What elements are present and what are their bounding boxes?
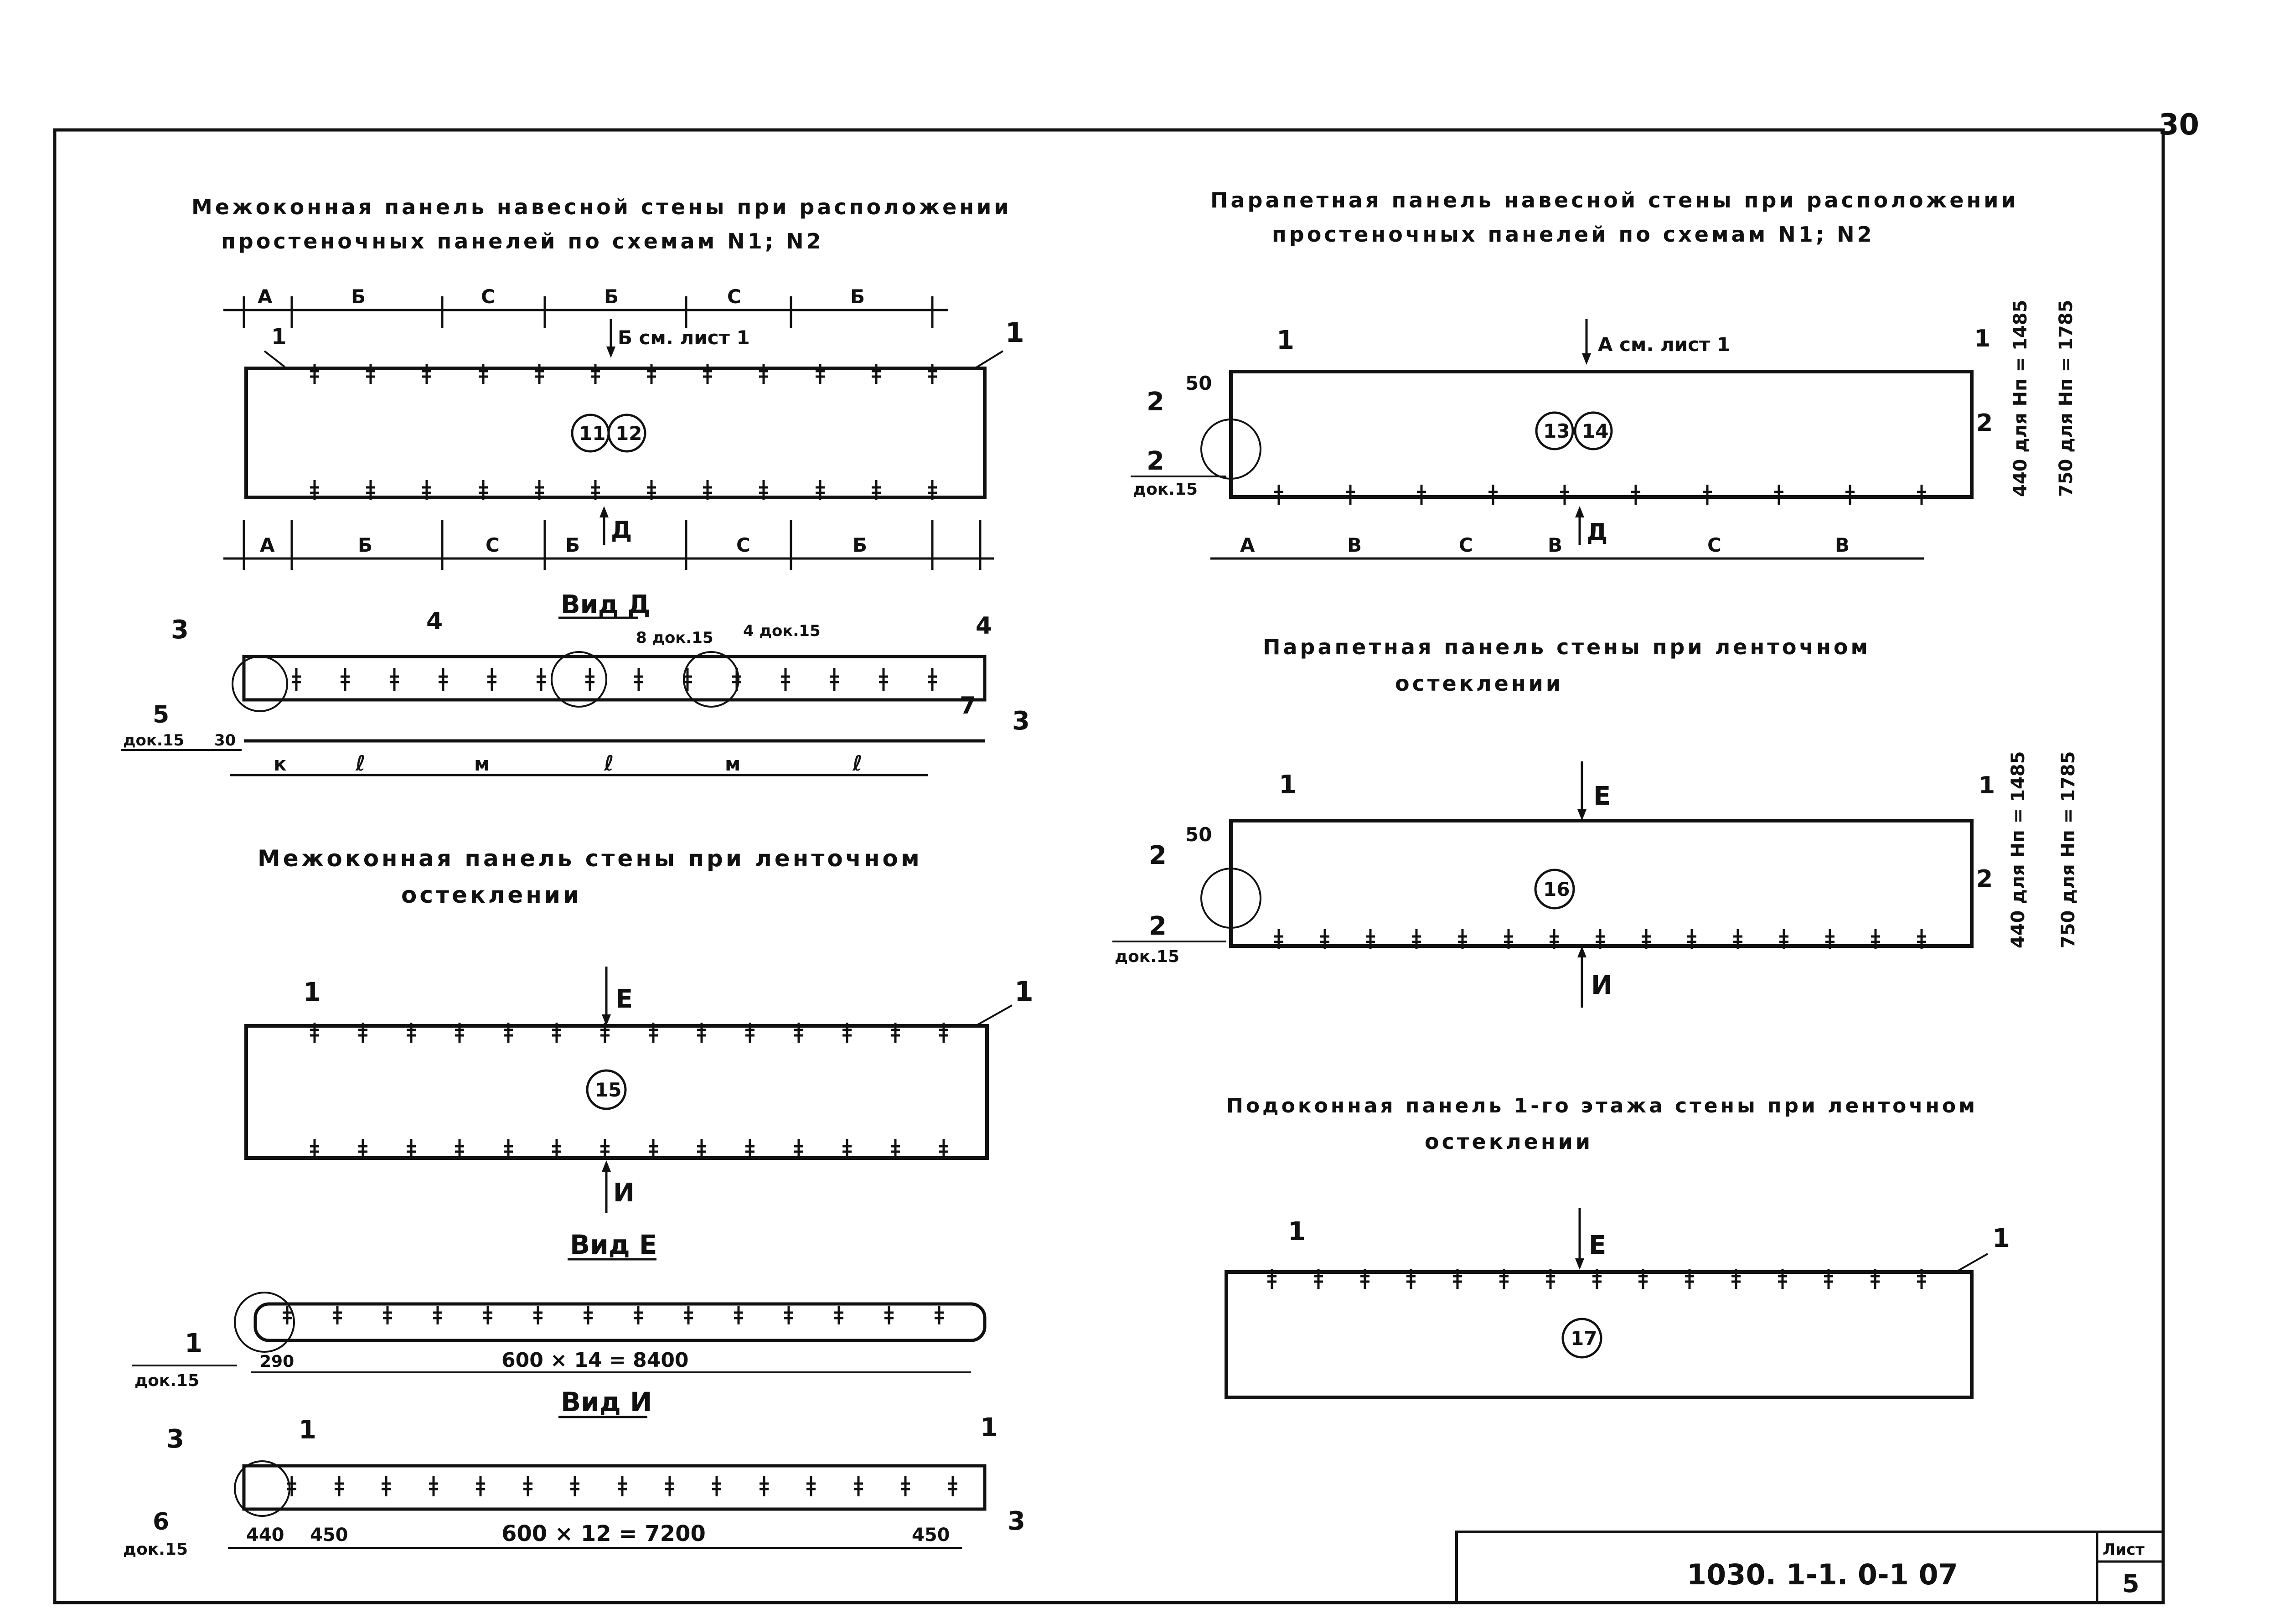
page-number: 30: [2159, 108, 2200, 142]
view-d-dim-m2: м: [725, 753, 741, 775]
right-bottom-title-1: Подоконная панель 1-го этажа стены при ленточном: [1226, 1094, 1978, 1117]
panel-15-callout-1-right: 1: [1014, 976, 1034, 1008]
view-e-dim-290: 290: [260, 1352, 295, 1371]
panel-17-callout-1-left: 1: [1288, 1217, 1306, 1246]
left-top-title-2: простеночных панелей по схемам N1; N2: [221, 229, 824, 253]
view-d-callout-7: 7: [960, 692, 977, 719]
right-top-callout-2-b: 2: [1147, 446, 1164, 476]
panel-number-16-text: 16: [1543, 878, 1570, 900]
anchor-mark: [1417, 485, 1426, 505]
anchor-mark: [830, 668, 839, 691]
view-i-callout-1-right: 1: [980, 1413, 998, 1443]
anchor-mark: [784, 1306, 793, 1324]
right-mid-doc: док.15: [1115, 947, 1180, 966]
view-e: [132, 1229, 985, 1390]
view-d-dim-m1: м: [474, 753, 490, 775]
panel-number-17-text: 17: [1571, 1327, 1597, 1350]
anchor-mark: [649, 1139, 658, 1159]
view-d-doc-4: 4 док.15: [743, 622, 821, 640]
panel-number-11-text: 11: [579, 422, 606, 445]
right-top-height-440: 440 для Hп = 1485: [2010, 300, 2031, 497]
view-i-dim-450-left: 450: [310, 1525, 348, 1546]
anchor-mark: [383, 1306, 392, 1324]
view-ref-b: Б см. лист 1: [618, 326, 750, 349]
panel-15-callout-1-left: 1: [303, 978, 321, 1007]
anchor-mark: [476, 1476, 485, 1496]
view-d-title: Вид Д: [561, 590, 651, 620]
anchor-mark: [745, 1139, 754, 1159]
anchor-mark: [292, 668, 301, 691]
stamp-code: 1030. 1-1. 0-1 07: [1687, 1558, 1958, 1591]
panel-number-14-text: 14: [1582, 420, 1609, 442]
panel-17-view-e: Е: [1589, 1231, 1607, 1260]
right-mid-title-1: Парапетная панель стены при ленточном: [1263, 635, 1871, 659]
view-i-dim-450-right: 450: [912, 1525, 950, 1546]
right-mid-callout-2-right: 2: [1976, 865, 1993, 893]
right-top-height-750: 750 для Hп = 1785: [2056, 300, 2077, 497]
anchor-mark: [1703, 485, 1712, 505]
anchor-mark: [439, 668, 448, 691]
anchor-mark: [585, 668, 594, 691]
view-i: [123, 1386, 1025, 1559]
anchor-mark: [901, 1476, 910, 1496]
panel-15-view-e: Е: [615, 984, 633, 1014]
panel-17-callout-1-right: 1: [1992, 1224, 2010, 1253]
right-mid-callout-2-b: 2: [1149, 911, 1167, 941]
view-i-callout-3-left: 3: [166, 1424, 184, 1454]
anchor-mark: [732, 668, 741, 691]
view-d-dim-l1: ℓ: [356, 751, 366, 776]
panel-number-13-text: 13: [1543, 420, 1570, 442]
view-e-callout-1: 1: [185, 1329, 202, 1358]
anchor-mark: [842, 1139, 852, 1159]
right-top-dim-c1: С: [1459, 534, 1473, 556]
anchor-marks: [283, 364, 1926, 1496]
view-d-callout-5: 5: [153, 701, 170, 729]
dim-top-c2: С: [727, 285, 741, 308]
right-top-dim-v3: В: [1835, 534, 1850, 556]
dim-bottom-c1: С: [486, 534, 500, 556]
right-top-callout-2-a: 2: [1147, 387, 1164, 417]
anchor-mark: [1274, 485, 1283, 505]
right-mid-height-440: 440 для Hп = 1485: [2008, 751, 2029, 948]
right-top-callout-2-right: 2: [1976, 409, 1993, 437]
view-d-callout-3-left: 3: [171, 615, 189, 645]
anchor-mark: [1845, 485, 1855, 505]
anchor-mark: [928, 668, 937, 691]
anchor-mark: [665, 1476, 674, 1496]
anchor-mark: [939, 1139, 948, 1159]
anchor-mark: [1560, 485, 1569, 505]
view-d-dim-k: к: [274, 753, 287, 775]
panel-15: [246, 967, 1034, 1213]
view-d-callout-4-2: 4: [976, 612, 992, 640]
anchor-mark: [891, 1139, 900, 1159]
anchor-mark: [533, 1306, 543, 1324]
left-mid-title-2: остеклении: [401, 882, 582, 908]
view-d-callout-3-right: 3: [1012, 706, 1030, 736]
right-top-view-d: Д: [1587, 519, 1608, 546]
anchor-mark: [684, 1306, 693, 1324]
right-mid-height-750: 750 для Hп = 1785: [2058, 751, 2079, 948]
panel-15-view-i: И: [613, 1178, 635, 1208]
panel-17: [1226, 1208, 2010, 1397]
anchor-mark: [570, 1476, 579, 1496]
right-mid-callout-1-right: 1: [1979, 772, 1995, 799]
right-top-dim-50: 50: [1185, 372, 1212, 394]
dim-bottom-a: А: [260, 534, 275, 556]
right-top-dim-c2: С: [1707, 534, 1721, 556]
anchor-mark: [1774, 485, 1783, 505]
anchor-mark: [884, 1306, 894, 1324]
anchor-mark: [734, 1306, 743, 1324]
dim-top-b3: Б: [850, 285, 865, 308]
anchor-mark: [794, 1139, 803, 1159]
view-d-dim-l2: ℓ: [604, 751, 614, 776]
anchor-mark: [1346, 485, 1355, 505]
dim-top-c1: С: [481, 285, 495, 308]
anchor-mark: [854, 1476, 863, 1496]
panel-number-12-text: 12: [615, 422, 642, 445]
panel-13-14: [1131, 300, 2077, 559]
anchor-mark: [537, 668, 546, 691]
panel-16-view-e: Е: [1593, 781, 1611, 811]
anchor-mark: [1631, 485, 1640, 505]
anchor-mark: [433, 1306, 442, 1324]
view-i-callout-1-left: 1: [299, 1415, 316, 1445]
anchor-mark: [483, 1306, 492, 1324]
anchor-mark: [618, 1476, 627, 1496]
panel-16: [1112, 751, 2079, 1008]
view-i-callout-6: 6: [153, 1508, 170, 1536]
anchor-mark: [429, 1476, 438, 1496]
anchor-mark: [552, 1139, 561, 1159]
panel-number-15-text: 15: [595, 1079, 622, 1101]
view-e-dim-main: 600 × 14 = 8400: [501, 1349, 689, 1372]
anchor-mark: [712, 1476, 721, 1496]
anchor-mark: [523, 1476, 532, 1496]
view-d-doc-5: док.15: [123, 731, 185, 750]
dim-bottom-b2: Б: [565, 534, 580, 556]
anchor-mark: [335, 1476, 344, 1496]
left-mid-title-1: Межоконная панель стены при ленточном: [258, 845, 922, 872]
callout-1-right: 1: [1005, 317, 1024, 349]
view-i-dim-main: 600 × 12 = 7200: [501, 1521, 706, 1546]
right-top-title-2: простеночных панелей по схемам N1; N2: [1272, 222, 1875, 247]
view-mark-d: Д: [611, 517, 632, 544]
anchor-mark: [1917, 485, 1926, 505]
right-mid-callout-1-left: 1: [1279, 770, 1297, 800]
dim-bottom-b3: Б: [853, 534, 868, 556]
dim-top-b2: Б: [604, 285, 619, 308]
anchor-mark: [634, 1306, 643, 1324]
anchor-mark: [806, 1476, 816, 1496]
right-mid-callout-2-a: 2: [1149, 841, 1167, 870]
anchor-mark: [935, 1306, 944, 1324]
panel-11-12: [223, 285, 1024, 570]
right-top-dim-a: А: [1240, 534, 1255, 556]
panel-16-view-i: И: [1591, 971, 1612, 1000]
anchor-mark: [358, 1139, 367, 1159]
dim-bottom-b1: Б: [358, 534, 373, 556]
left-top-title-1: Межоконная панель навесной стены при расположении: [191, 195, 1012, 219]
title-stamp: [1457, 1532, 2163, 1603]
right-top-callout-1-right: 1: [1974, 325, 1991, 352]
anchor-mark: [634, 668, 643, 691]
callout-1-left: 1: [271, 324, 287, 350]
view-i-callout-3-right: 3: [1008, 1506, 1025, 1536]
view-i-title: Вид И: [561, 1386, 652, 1417]
right-top-dim-v2: В: [1548, 534, 1563, 556]
view-d-dim-30: 30: [214, 731, 236, 750]
anchor-mark: [407, 1139, 416, 1159]
anchor-mark: [455, 1139, 464, 1159]
anchor-mark: [584, 1306, 593, 1324]
view-d-dim-l3: ℓ: [853, 751, 863, 776]
view-e-title: Вид Е: [570, 1229, 657, 1260]
dim-top-a: А: [258, 285, 273, 308]
stamp-sheet-number: 5: [2122, 1569, 2139, 1598]
anchor-mark: [948, 1476, 957, 1496]
dim-top-b1: Б: [351, 285, 366, 308]
view-d: [121, 590, 1030, 776]
anchor-mark: [504, 1139, 513, 1159]
anchor-mark: [879, 668, 888, 691]
view-i-dim-440: 440: [246, 1525, 284, 1546]
view-ref-a: А см. лист 1: [1598, 333, 1731, 356]
view-i-doc: док.15: [123, 1540, 188, 1559]
anchor-mark: [310, 1139, 319, 1159]
right-bottom-title-2: остеклении: [1425, 1129, 1593, 1154]
right-top-doc: док.15: [1133, 480, 1198, 499]
anchor-mark: [1488, 485, 1498, 505]
anchor-mark: [760, 1476, 769, 1496]
right-top-callout-1-left: 1: [1276, 326, 1294, 355]
anchor-mark: [487, 668, 496, 691]
dim-bottom-c2: С: [736, 534, 750, 556]
anchor-mark: [333, 1306, 342, 1324]
view-e-doc: док.15: [134, 1371, 200, 1390]
right-top-title-1: Парапетная панель навесной стены при расположении: [1210, 188, 2019, 212]
anchor-mark: [600, 1139, 610, 1159]
anchor-mark: [341, 668, 350, 691]
view-d-doc-8: 8 док.15: [636, 629, 713, 647]
anchor-mark: [834, 1306, 843, 1324]
anchor-mark: [382, 1476, 391, 1496]
anchor-mark: [390, 668, 399, 691]
view-d-callout-4-1: 4: [426, 608, 443, 635]
right-mid-title-2: остеклении: [1395, 671, 1564, 696]
right-top-dim-v1: В: [1347, 534, 1362, 556]
anchor-mark: [697, 1139, 706, 1159]
right-mid-dim-50: 50: [1185, 823, 1212, 846]
stamp-sheet-label: Лист: [2103, 1541, 2145, 1559]
anchor-mark: [781, 668, 790, 691]
